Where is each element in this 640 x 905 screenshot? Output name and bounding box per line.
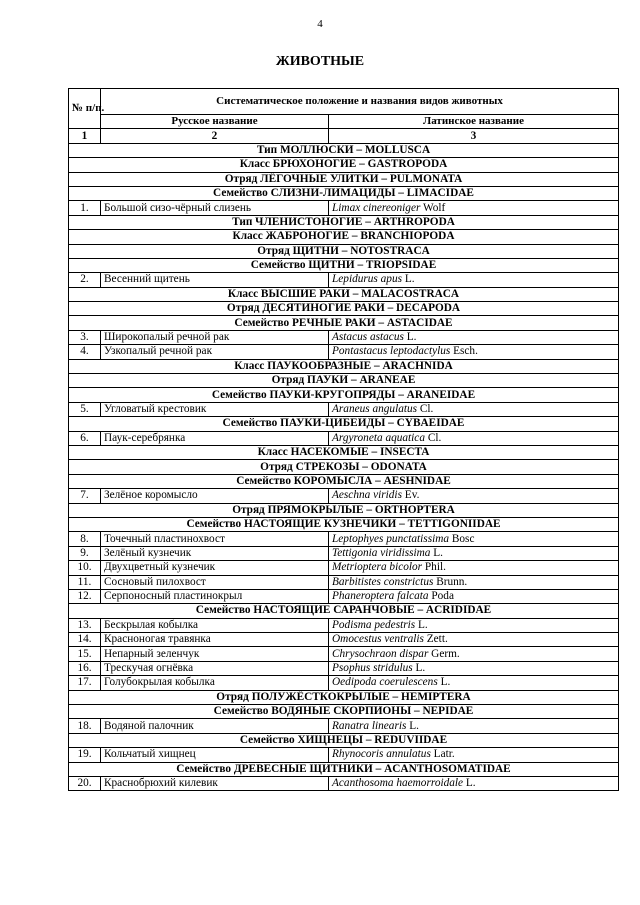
latin-name-cell — [329, 273, 619, 287]
latin-name-cell — [329, 719, 619, 733]
header-main-label: Систематическое положение и названия видов животных — [101, 89, 619, 115]
latin-name: Metrioptera bicolor — [332, 561, 423, 574]
species-number: 5. — [69, 402, 101, 416]
page-number: 4 — [317, 18, 323, 30]
taxon-group-label: Класс ВЫСШИЕ РАКИ – MALACOSTRACA — [69, 287, 619, 301]
species-number: 6. — [69, 431, 101, 445]
latin-name-cell — [329, 532, 619, 546]
russian-name: Широкопалый речной рак — [101, 330, 329, 344]
russian-name: Точечный пластинохвост — [101, 532, 329, 546]
taxon-group-label: Отряд ПАУКИ – ARANEAE — [69, 374, 619, 388]
taxon-group-row — [69, 517, 619, 531]
taxon-group-row — [69, 474, 619, 488]
species-author: Ev. — [404, 489, 420, 502]
latin-name: Aeschna viridis — [332, 489, 402, 502]
taxon-group-label: Семейство ПАУКИ-ЦИБЕИДЫ – CYBAEIDAE — [69, 417, 619, 431]
column-number: 2 — [101, 129, 329, 143]
species-number: 3. — [69, 330, 101, 344]
taxon-group-label: Отряд ДЕСЯТИНОГИЕ РАКИ – DECAPODA — [69, 302, 619, 316]
species-number: 20. — [69, 776, 101, 790]
species-number: 12. — [69, 589, 101, 603]
species-row — [69, 661, 619, 675]
species-number: 15. — [69, 647, 101, 661]
taxon-group-row — [69, 604, 619, 618]
species-number: 18. — [69, 719, 101, 733]
taxon-group-label: Семейство ЩИТНИ – TRIOPSIDAE — [69, 258, 619, 272]
latin-name: Araneus angulatus — [332, 403, 418, 415]
species-author: Wolf — [423, 201, 446, 214]
latin-name: Chrysochraon dispar — [332, 647, 429, 660]
taxon-group-row — [69, 186, 619, 200]
russian-name: Зелёный кузнечик — [101, 546, 329, 560]
species-author: Germ. — [431, 647, 460, 660]
species-row — [69, 561, 619, 575]
species-author: Latr. — [433, 748, 455, 761]
latin-name-cell — [329, 618, 619, 632]
russian-name: Паук-серебрянка — [101, 431, 329, 445]
latin-name-cell — [329, 776, 619, 790]
species-author: Zett. — [426, 633, 448, 646]
latin-name: Barbitistes constrictus — [332, 575, 434, 588]
species-number: 14. — [69, 633, 101, 647]
latin-name: Acanthosoma haemorroidale — [332, 777, 464, 790]
species-author: Bosc — [451, 532, 475, 545]
species-row — [69, 633, 619, 647]
species-number: 10. — [69, 561, 101, 575]
species-author: Brunn. — [436, 575, 468, 588]
species-author: L. — [415, 662, 426, 675]
latin-name: Argyroneta aquatica — [332, 431, 425, 444]
russian-name: Большой сизо-чёрный слизень — [101, 201, 329, 215]
species-table — [68, 88, 619, 791]
species-author: L. — [440, 676, 451, 689]
taxon-group-label: Семейство СЛИЗНИ-ЛИМАЦИДЫ – LIMACIDAE — [69, 186, 619, 200]
russian-name: Непарный зеленчук — [101, 647, 329, 661]
species-number: 19. — [69, 748, 101, 762]
taxon-group-row — [69, 215, 619, 229]
taxon-group-row — [69, 316, 619, 330]
species-number: 9. — [69, 546, 101, 560]
latin-name: Psophus stridulus — [332, 662, 413, 675]
taxon-group-label: Класс ЖАБРОНОГИЕ – BRANCHIOPODA — [69, 230, 619, 244]
species-row — [69, 589, 619, 603]
taxon-group-row — [69, 158, 619, 172]
table-header — [69, 89, 619, 144]
species-author: Phil. — [424, 561, 446, 574]
header-num-label: № п/п. — [69, 89, 101, 129]
latin-name-cell — [329, 546, 619, 560]
species-author: L. — [404, 273, 415, 286]
russian-name: Красноногая травянка — [101, 633, 329, 647]
russian-name: Голубокрылая кобылка — [101, 676, 329, 690]
taxon-group-row — [69, 172, 619, 186]
species-author: Cl. — [427, 431, 442, 444]
latin-name: Lepidurus apus — [332, 273, 402, 286]
taxon-group-row — [69, 287, 619, 301]
species-row — [69, 748, 619, 762]
species-row — [69, 776, 619, 790]
latin-name-cell — [329, 647, 619, 661]
species-author: Esch. — [453, 345, 478, 358]
species-number: 4. — [69, 345, 101, 359]
species-author: L. — [409, 719, 419, 732]
taxon-group-label: Семейство НАСТОЯЩИЕ САРАНЧОВЫЕ – ACRIDIDAE — [69, 604, 619, 618]
species-number: 7. — [69, 489, 101, 503]
species-row — [69, 546, 619, 560]
species-row — [69, 273, 619, 287]
table-body — [69, 143, 619, 791]
taxon-group-row — [69, 143, 619, 157]
species-number: 8. — [69, 532, 101, 546]
taxon-group-row — [69, 388, 619, 402]
species-author: Poda — [431, 590, 454, 603]
taxon-group-label: Семейство ХИЩНЕЦЫ – REDUVIIDAE — [69, 733, 619, 747]
latin-name-cell — [329, 330, 619, 344]
species-author: Cl. — [419, 403, 434, 415]
species-row — [69, 618, 619, 632]
species-author: L. — [406, 331, 417, 344]
taxon-group-label: Отряд ЩИТНИ – NOTOSTRACA — [69, 244, 619, 258]
taxon-group-row — [69, 230, 619, 244]
russian-name: Узкопалый речной рак — [101, 345, 329, 359]
species-number: 17. — [69, 676, 101, 690]
taxon-group-label: Семейство ВОДЯНЫЕ СКОРПИОНЫ – NEPIDAE — [69, 705, 619, 719]
species-row — [69, 676, 619, 690]
taxon-group-label: Семейство НАСТОЯЩИЕ КУЗНЕЧИКИ – TETTIGONIIDAE — [69, 517, 619, 531]
latin-name-cell — [329, 345, 619, 359]
taxon-group-label: Отряд ЛЁГОЧНЫЕ УЛИТКИ – PULMONATA — [69, 172, 619, 186]
taxon-group-label: Класс БРЮХОНОГИЕ – GASTROPODA — [69, 158, 619, 172]
species-number: 16. — [69, 661, 101, 675]
latin-name: Rhynocoris annulatus — [332, 748, 431, 761]
russian-name: Кольчатый хищнец — [101, 748, 329, 762]
species-row — [69, 489, 619, 503]
header-latin-label: Латинское название — [329, 115, 619, 129]
taxon-group-row — [69, 374, 619, 388]
latin-name: Limax cinereoniger — [332, 201, 421, 214]
species-author: L. — [465, 777, 476, 790]
russian-name: Трескучая огнёвка — [101, 661, 329, 675]
taxon-group-row — [69, 733, 619, 747]
latin-name-cell — [329, 589, 619, 603]
taxon-group-row — [69, 503, 619, 517]
species-author: L. — [433, 546, 444, 559]
latin-name: Omocestus ventralis — [332, 633, 424, 646]
taxon-group-row — [69, 258, 619, 272]
taxon-group-row — [69, 302, 619, 316]
column-number: 3 — [329, 129, 619, 143]
taxon-group-row — [69, 690, 619, 704]
taxon-group-label: Отряд ПОЛУЖЁСТКОКРЫЛЫЕ – HEMIPTERA — [69, 690, 619, 704]
species-row — [69, 431, 619, 445]
latin-name-cell — [329, 431, 619, 445]
species-row — [69, 201, 619, 215]
latin-name-cell — [329, 676, 619, 690]
taxon-group-row — [69, 417, 619, 431]
latin-name: Leptophyes punctatissima — [332, 532, 450, 545]
latin-name: Ranatra linearis — [332, 719, 407, 732]
russian-name: Сосновый пилохвост — [101, 575, 329, 589]
latin-name: Podisma pedestris — [332, 618, 416, 631]
species-row — [69, 345, 619, 359]
taxon-group-row — [69, 705, 619, 719]
taxon-group-label: Тип МОЛЛЮСКИ – MOLLUSCA — [69, 143, 619, 157]
taxon-group-label: Отряд ПРЯМОКРЫЛЫЕ – ORTHOPTERA — [69, 503, 619, 517]
russian-name: Краснобрюхий килевик — [101, 776, 329, 790]
species-row — [69, 330, 619, 344]
taxon-group-label: Семейство КОРОМЫСЛА – AESHNIDAE — [69, 474, 619, 488]
latin-name-cell — [329, 633, 619, 647]
latin-name-cell — [329, 575, 619, 589]
latin-name: Tettigonia viridissima — [332, 546, 431, 559]
latin-name-cell — [329, 748, 619, 762]
latin-name-cell — [329, 201, 619, 215]
latin-name: Oedipoda coerulescens — [332, 676, 438, 689]
species-row — [69, 575, 619, 589]
taxon-group-row — [69, 762, 619, 776]
taxon-group-label: Семейство РЕЧНЫЕ РАКИ – ASTACIDAE — [69, 316, 619, 330]
latin-name-cell — [329, 402, 619, 416]
taxon-group-row — [69, 359, 619, 373]
taxon-group-label: Тип ЧЛЕНИСТОНОГИЕ – ARTHROPODA — [69, 215, 619, 229]
taxon-group-row — [69, 460, 619, 474]
russian-name: Двухцветный кузнечик — [101, 561, 329, 575]
species-row — [69, 532, 619, 546]
species-number: 2. — [69, 273, 101, 287]
species-number: 13. — [69, 618, 101, 632]
species-author: L. — [417, 618, 428, 631]
species-row — [69, 402, 619, 416]
species-row — [69, 647, 619, 661]
column-number: 1 — [69, 129, 101, 143]
russian-name: Угловатый крестовик — [101, 402, 329, 416]
taxon-group-row — [69, 244, 619, 258]
taxon-group-label: Класс НАСЕКОМЫЕ – INSECTA — [69, 445, 619, 459]
russian-name: Водяной палочник — [101, 719, 329, 733]
russian-name: Бескрылая кобылка — [101, 618, 329, 632]
latin-name: Astacus astacus — [332, 331, 404, 344]
taxon-group-label: Семейство ДРЕВЕСНЫЕ ЩИТНИКИ – ACANTHOSOMATIDAE — [69, 762, 619, 776]
russian-name: Зелёное коромысло — [101, 489, 329, 503]
russian-name: Серпоносный пластинокрыл — [101, 589, 329, 603]
taxon-group-label: Семейство ПАУКИ-КРУГОПРЯДЫ – ARANEIDAE — [69, 388, 619, 402]
taxon-group-row — [69, 445, 619, 459]
taxon-group-label: Отряд СТРЕКОЗЫ – ODONATA — [69, 460, 619, 474]
latin-name-cell — [329, 489, 619, 503]
latin-name: Phaneroptera falcata — [332, 590, 429, 603]
latin-name: Pontastacus leptodactylus — [332, 345, 451, 358]
species-number: 11. — [69, 575, 101, 589]
page-title: ЖИВОТНЫЕ — [275, 54, 365, 69]
header-russian-label: Русское название — [101, 115, 329, 129]
taxon-group-label: Класс ПАУКООБРАЗНЫЕ – ARACHNIDA — [69, 359, 619, 373]
russian-name: Весенний щитень — [101, 273, 329, 287]
species-number: 1. — [69, 201, 101, 215]
latin-name-cell — [329, 661, 619, 675]
latin-name-cell — [329, 561, 619, 575]
species-row — [69, 719, 619, 733]
